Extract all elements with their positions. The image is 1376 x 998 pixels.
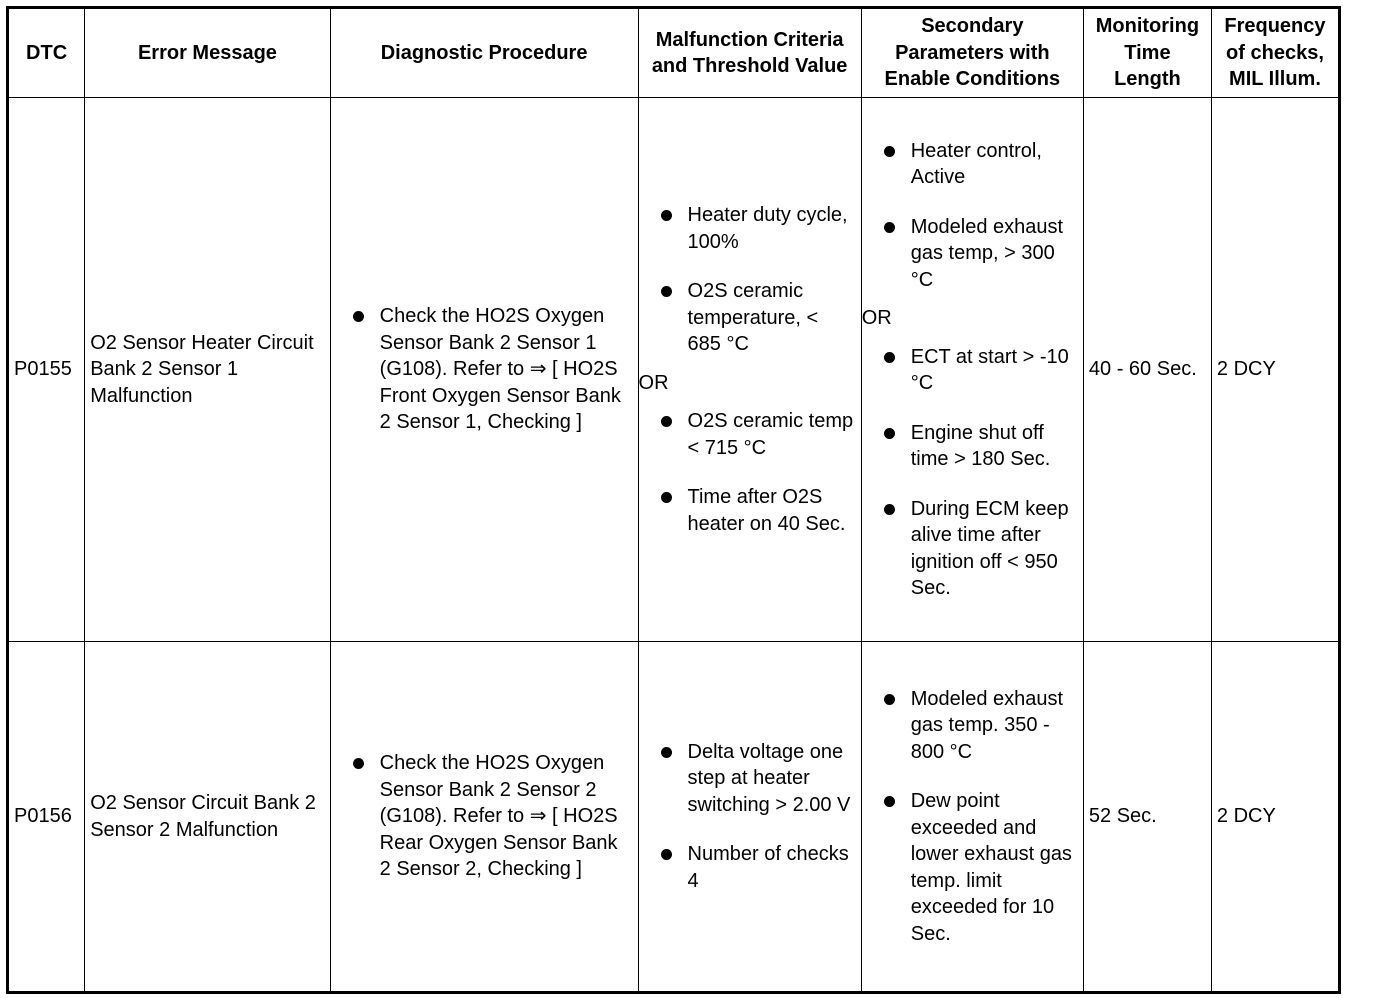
bullet-icon: [661, 210, 672, 221]
list-item: [644, 841, 856, 894]
bullet-icon: [884, 504, 895, 515]
bullet-icon: [661, 416, 672, 427]
list-item-text: ECT at start > -10 °C: [910, 345, 1069, 394]
list-item-text: Number of checks 4: [687, 843, 849, 892]
bullet-icon: [661, 747, 672, 758]
bullet-icon: [884, 694, 895, 705]
list-item-text: O2S ceramic temp < 715 °C: [687, 410, 854, 459]
bullet-icon: [661, 492, 672, 503]
cell-diagnostic-procedure: [330, 98, 638, 642]
table-row: [8, 642, 1340, 993]
bullet-icon: [353, 311, 364, 322]
list-item: [336, 303, 633, 436]
list-item: [644, 408, 856, 461]
cell-secondary-parameters: [861, 642, 1083, 993]
list-item: [867, 496, 1078, 602]
list-item-text: During ECM keep alive time after ignition off < 950 Sec.: [910, 497, 1069, 599]
cell-frequency: 2 DCY: [1211, 642, 1339, 993]
list-item: [644, 202, 856, 255]
header-diagnostic-procedure: Diagnostic Procedure: [330, 8, 638, 98]
cell-dtc: P0155: [8, 98, 85, 642]
bullet-icon: [884, 796, 895, 807]
list-item: [644, 278, 856, 358]
cell-error-message: O2 Sensor Heater Circuit Bank 2 Sensor 1 Malfunction: [85, 98, 330, 642]
cell-secondary-parameters: [861, 98, 1083, 642]
list-item-text: Modeled exhaust gas temp. 350 - 800 °C: [910, 687, 1064, 763]
cell-diagnostic-procedure: [330, 642, 638, 993]
cell-dtc: P0156: [8, 642, 85, 993]
list-item-text: Modeled exhaust gas temp, > 300 °C: [910, 215, 1064, 291]
cell-error-message: O2 Sensor Circuit Bank 2 Sensor 2 Malfunction: [85, 642, 330, 993]
bullet-icon: [884, 352, 895, 363]
cell-monitoring-time: 52 Sec.: [1083, 642, 1211, 993]
list-item-text: Engine shut off time > 180 Sec.: [910, 421, 1051, 470]
cell-monitoring-time: 40 - 60 Sec.: [1083, 98, 1211, 642]
cell-malfunction-criteria: [638, 98, 861, 642]
bullet-icon: [884, 428, 895, 439]
cell-malfunction-criteria: [638, 642, 861, 993]
list-item-text: Heater duty cycle, 100%: [687, 204, 848, 253]
list-item: [644, 739, 856, 819]
bullet-icon: [884, 222, 895, 233]
list-item: [867, 344, 1078, 397]
cell-frequency: 2 DCY: [1211, 98, 1339, 642]
list-item-text: Delta voltage one step at heater switching > 2.00 V: [687, 740, 851, 816]
or-separator: OR: [861, 307, 892, 329]
header-malfunction-criteria: Malfunction Criteria and Threshold Value: [638, 8, 861, 98]
bullet-icon: [353, 758, 364, 769]
list-item-text: Dew point exceeded and lower exhaust gas temp. limit exceeded for 10 Sec.: [910, 790, 1072, 945]
header-frequency: Frequency of checks, MIL Illum.: [1211, 8, 1339, 98]
list-item: [644, 484, 856, 537]
bullet-icon: [884, 146, 895, 157]
list-item-text: Time after O2S heater on 40 Sec.: [687, 486, 846, 535]
table-row: [8, 98, 1340, 642]
list-item: [867, 138, 1078, 191]
list-item: [867, 686, 1078, 766]
list-item-text: Check the HO2S Oxygen Sensor Bank 2 Sensor 1 (G108). Refer to ⇒ [ HO2S Front Oxygen Sensor Bank 2 Sensor 1, Checking ]: [379, 305, 621, 434]
list-item: [867, 788, 1078, 947]
dtc-table: [6, 6, 1341, 994]
list-item: [336, 750, 633, 883]
bullet-icon: [661, 849, 672, 860]
header-secondary-parameters: Secondary Parameters with Enable Conditions: [861, 8, 1083, 98]
bullet-icon: [661, 286, 672, 297]
header-error-message: Error Message: [85, 8, 330, 98]
header-dtc: DTC: [8, 8, 85, 98]
list-item-text: Heater control, Active: [910, 139, 1042, 188]
list-item-text: Check the HO2S Oxygen Sensor Bank 2 Sensor 2 (G108). Refer to ⇒ [ HO2S Rear Oxygen Sensor Bank 2 Sensor 2, Checking ]: [379, 752, 618, 881]
list-item: [867, 420, 1078, 473]
table-header-row: [8, 8, 1340, 98]
or-separator: OR: [638, 371, 669, 394]
header-monitoring-time: Monitoring Time Length: [1083, 8, 1211, 98]
list-item-text: O2S ceramic temperature, < 685 °C: [687, 280, 819, 355]
list-item: [867, 214, 1078, 294]
